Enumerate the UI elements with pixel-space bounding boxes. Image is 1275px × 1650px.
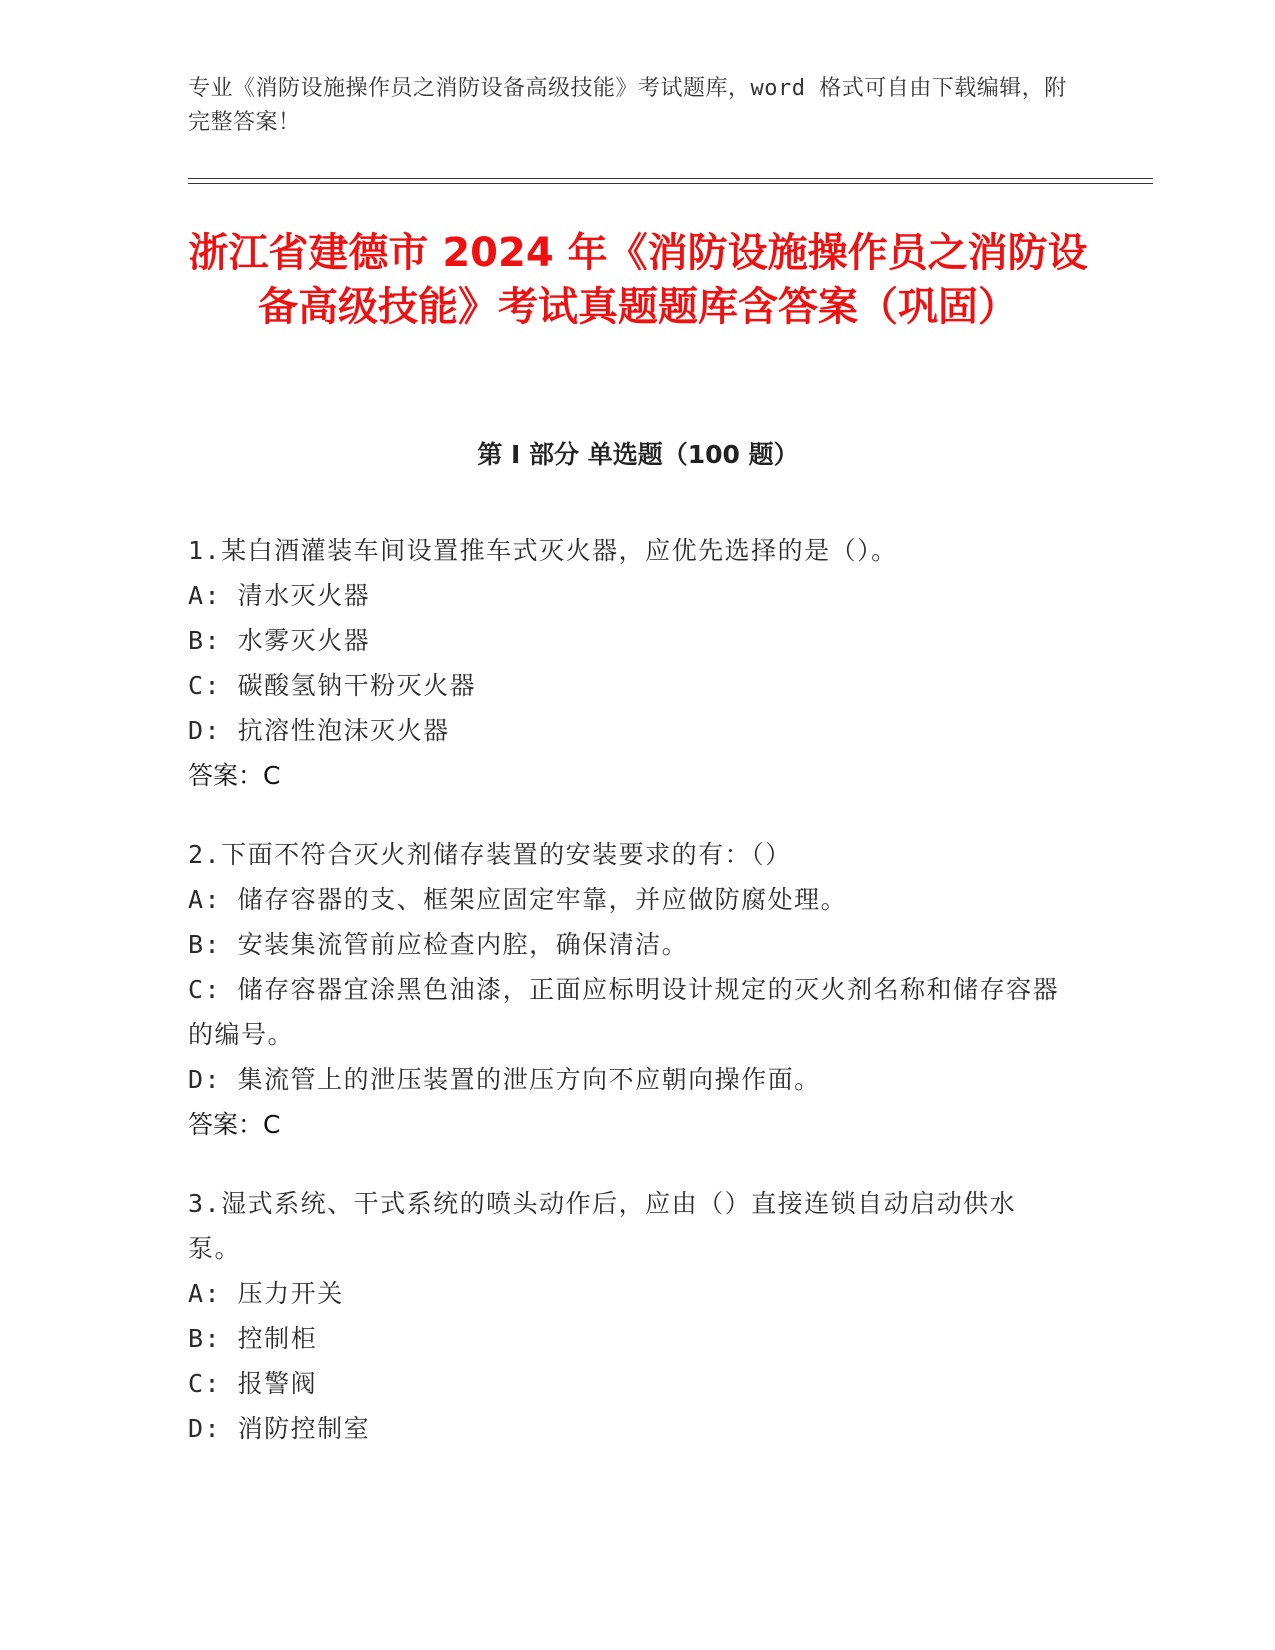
option-d: D: 集流管上的泄压装置的泄压方向不应朝向操作面。 — [188, 1065, 821, 1094]
option-c: C: 碳酸氢钠干粉灭火器 — [188, 671, 477, 700]
option-d: D: 抗溶性泡沫灭火器 — [188, 716, 450, 745]
question-list — [188, 528, 1068, 1485]
question-stem: 3.湿式系统、干式系统的喷头动作后，应由（）直接连锁自动启动供水泵。 — [188, 1189, 1017, 1263]
question-stem: 1.某白酒灌装车间设置推车式灭火器，应优先选择的是（）。 — [188, 536, 898, 565]
option-c: C: 报警阀 — [188, 1369, 318, 1398]
option-b: B: 控制柜 — [188, 1324, 318, 1353]
question-2 — [188, 832, 1068, 1147]
option-a: A: 压力开关 — [188, 1279, 344, 1308]
option-a: A: 储存容器的支、框架应固定牢靠，并应做防腐处理。 — [188, 885, 848, 914]
header-note: 专业《消防设施操作员之消防设备高级技能》考试题库，word 格式可自由下载编辑，附完整答案！ — [188, 76, 1067, 135]
answer: 答案：C — [188, 1110, 281, 1139]
header-divider-bottom — [188, 183, 1153, 184]
option-b: B: 水雾灭火器 — [188, 626, 371, 655]
header-divider-top — [188, 178, 1153, 179]
question-stem: 2.下面不符合灭火剂储存装置的安装要求的有：（） — [188, 840, 792, 869]
option-d: D: 消防控制室 — [188, 1414, 371, 1443]
question-1 — [188, 528, 1068, 798]
option-c: C: 储存容器宜涂黑色油漆，正面应标明设计规定的灭火剂名称和储存容器的编号。 — [188, 975, 1060, 1049]
option-b: B: 安装集流管前应检查内腔，确保清洁。 — [188, 930, 689, 959]
section-title: 第 I 部分 单选题（100 题） — [477, 440, 799, 469]
answer: 答案：C — [188, 761, 281, 790]
option-a: A: 清水灭火器 — [188, 581, 371, 610]
question-3 — [188, 1181, 1068, 1451]
document-title: 浙江省建德市 2024 年《消防设施操作员之消防设备高级技能》考试真题题库含答案（巩固） — [188, 230, 1088, 330]
